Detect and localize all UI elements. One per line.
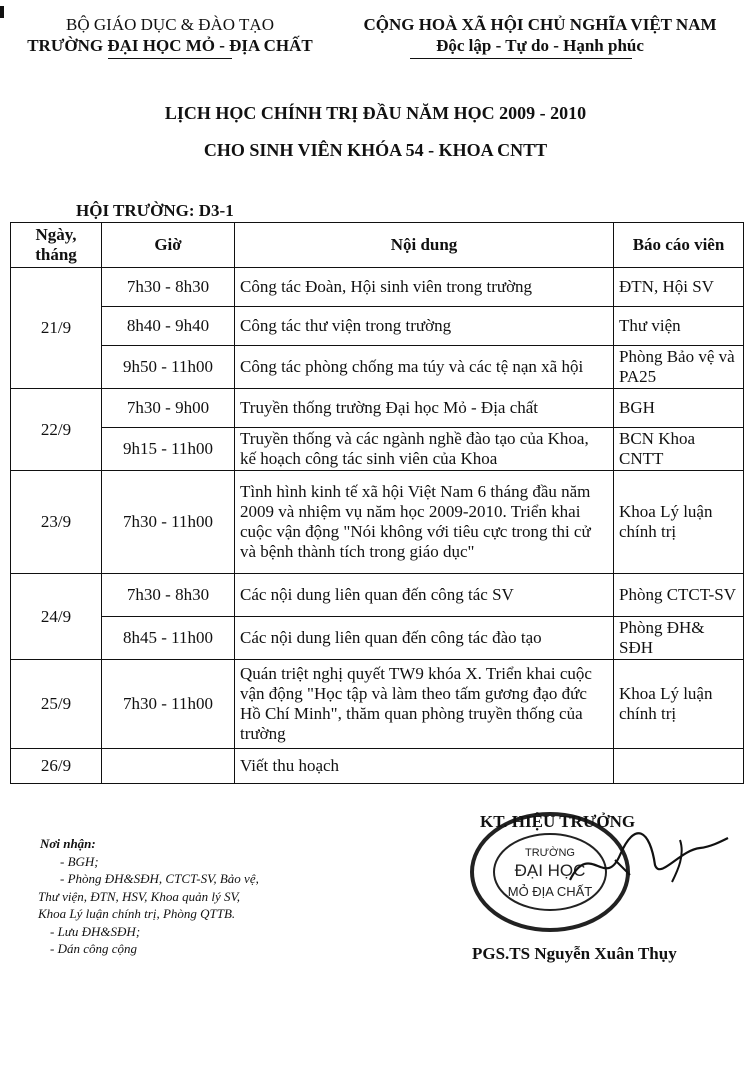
- time-cell: 8h40 - 9h40: [102, 307, 235, 346]
- corner-mark: [0, 6, 4, 18]
- recipients-block: [40, 835, 259, 958]
- date-cell: 25/9: [11, 660, 102, 749]
- table-row: [11, 660, 744, 749]
- time-cell: 7h30 - 8h30: [102, 574, 235, 617]
- ministry-name: BỘ GIÁO DỤC & ĐÀO TẠO: [66, 15, 274, 34]
- table-row: [11, 346, 744, 389]
- date-header-line2: tháng: [35, 245, 77, 264]
- hall-label: HỘI TRƯỜNG: D3-1: [76, 201, 234, 220]
- time-cell: 7h30 - 8h30: [102, 268, 235, 307]
- recipient-line: - Phòng ĐH&SĐH, CTCT-SV, Bảo vệ,: [60, 871, 259, 886]
- recipient-line: - BGH;: [60, 853, 99, 869]
- content-cell: Tình hình kinh tế xã hội Việt Nam 6 tháng đầu năm 2009 và nhiệm vụ năm học 2009-2010. Triển khai cuộc vận động "Nói không với tiêu cực trong thi cử và bệnh thành tích trong giáo dục": [235, 471, 614, 574]
- content-cell: Công tác phòng chống ma túy và các tệ nạn xã hội: [235, 346, 614, 389]
- issuer-underline: [108, 58, 232, 59]
- seal-text-line1: TRƯỜNG: [525, 847, 575, 859]
- content-cell: Các nội dung liên quan đến công tác SV: [235, 574, 614, 617]
- signatory-title: KT. HIỆU TRƯỞNG: [480, 812, 636, 831]
- content-cell: Công tác thư viện trong trường: [235, 307, 614, 346]
- table-row: [11, 389, 744, 428]
- column-header-reporter: Báo cáo viên: [614, 223, 744, 268]
- reporter-cell: Thư viện: [614, 307, 744, 346]
- time-cell: 7h30 - 11h00: [102, 471, 235, 574]
- column-header-content: Nội dung: [235, 223, 614, 268]
- table-row: [11, 749, 744, 784]
- issuer-block: [20, 14, 320, 56]
- reporter-cell: Phòng ĐH& SĐH: [614, 617, 744, 660]
- recipient-line: - Dán công cộng: [50, 941, 138, 956]
- seal-text-line3: MỎ ĐỊA CHẤT: [507, 884, 593, 899]
- date-cell: 21/9: [11, 268, 102, 389]
- content-cell: Truyền thống trường Đại học Mỏ - Địa chất: [235, 389, 614, 428]
- table-header-row: [11, 223, 744, 268]
- date-cell: 24/9: [11, 574, 102, 660]
- table-row: [11, 617, 744, 660]
- table-row: [11, 428, 744, 471]
- reporter-cell: Phòng CTCT-SV: [614, 574, 744, 617]
- table-row: [11, 471, 744, 574]
- recipient-line: - Lưu ĐH&SĐH;: [50, 923, 141, 939]
- recipients-label: Nơi nhận:: [40, 836, 96, 851]
- document-title: LỊCH HỌC CHÍNH TRỊ ĐẦU NĂM HỌC 2009 - 2010: [164, 103, 587, 123]
- reporter-cell: Khoa Lý luận chính trị: [614, 471, 744, 574]
- national-heading: [325, 14, 751, 56]
- signatory-name: PGS.TS Nguyễn Xuân Thụy: [472, 944, 677, 963]
- recipient-line: Khoa Lý luận chính trị, Phòng QTTB.: [38, 906, 236, 921]
- university-name: TRƯỜNG ĐẠI HỌC MỎ - ĐỊA CHẤT: [27, 36, 313, 55]
- date-header-line1: Ngày,: [35, 225, 77, 244]
- reporter-cell: Phòng Bảo vệ và PA25: [614, 346, 744, 389]
- table-row: [11, 268, 744, 307]
- national-motto: Độc lập - Tự do - Hạnh phúc: [436, 36, 644, 55]
- signature-stroke: [570, 833, 728, 880]
- motto-underline: [410, 58, 632, 59]
- recipient-line: Thư viện, ĐTN, HSV, Khoa quản lý SV,: [38, 888, 240, 904]
- reporter-cell: BGH: [614, 389, 744, 428]
- table-row: [11, 307, 744, 346]
- date-cell: 23/9: [11, 471, 102, 574]
- date-cell: 22/9: [11, 389, 102, 471]
- time-cell: 7h30 - 9h00: [102, 389, 235, 428]
- country-name: CỘNG HOÀ XÃ HỘI CHỦ NGHĨA VIỆT NAM: [363, 15, 717, 34]
- reporter-cell: ĐTN, Hội SV: [614, 268, 744, 307]
- time-cell: 9h50 - 11h00: [102, 346, 235, 389]
- content-cell: Quán triệt nghị quyết TW9 khóa X. Triển khai cuộc vận động "Học tập và làm theo tấm gương đạo đức Hồ Chí Minh", thăm quan phòng truyền thống của trường: [235, 660, 614, 749]
- time-cell: 9h15 - 11h00: [102, 428, 235, 471]
- column-header-time: Giờ: [102, 223, 235, 268]
- document-subtitle: CHO SINH VIÊN KHÓA 54 - KHOA CNTT: [203, 140, 548, 160]
- date-cell: 26/9: [11, 749, 102, 784]
- content-cell: Viết thu hoạch: [235, 749, 614, 784]
- time-cell: 8h45 - 11h00: [102, 617, 235, 660]
- time-cell: 7h30 - 11h00: [102, 660, 235, 749]
- handwritten-signature: [560, 820, 730, 900]
- content-cell: Các nội dung liên quan đến công tác đào tạo: [235, 617, 614, 660]
- content-cell: Công tác Đoàn, Hội sinh viên trong trường: [235, 268, 614, 307]
- content-cell: Truyền thống và các ngành nghề đào tạo của Khoa, kế hoạch công tác sinh viên của Khoa: [235, 428, 614, 471]
- table-row: [11, 574, 744, 617]
- schedule-table: [10, 222, 744, 784]
- seal-text-line2: ĐẠI HỌC: [514, 861, 586, 880]
- reporter-cell: Khoa Lý luận chính trị: [614, 660, 744, 749]
- column-header-date: [11, 223, 102, 268]
- reporter-cell: BCN Khoa CNTT: [614, 428, 744, 471]
- time-cell: [102, 749, 235, 784]
- reporter-cell: [614, 749, 744, 784]
